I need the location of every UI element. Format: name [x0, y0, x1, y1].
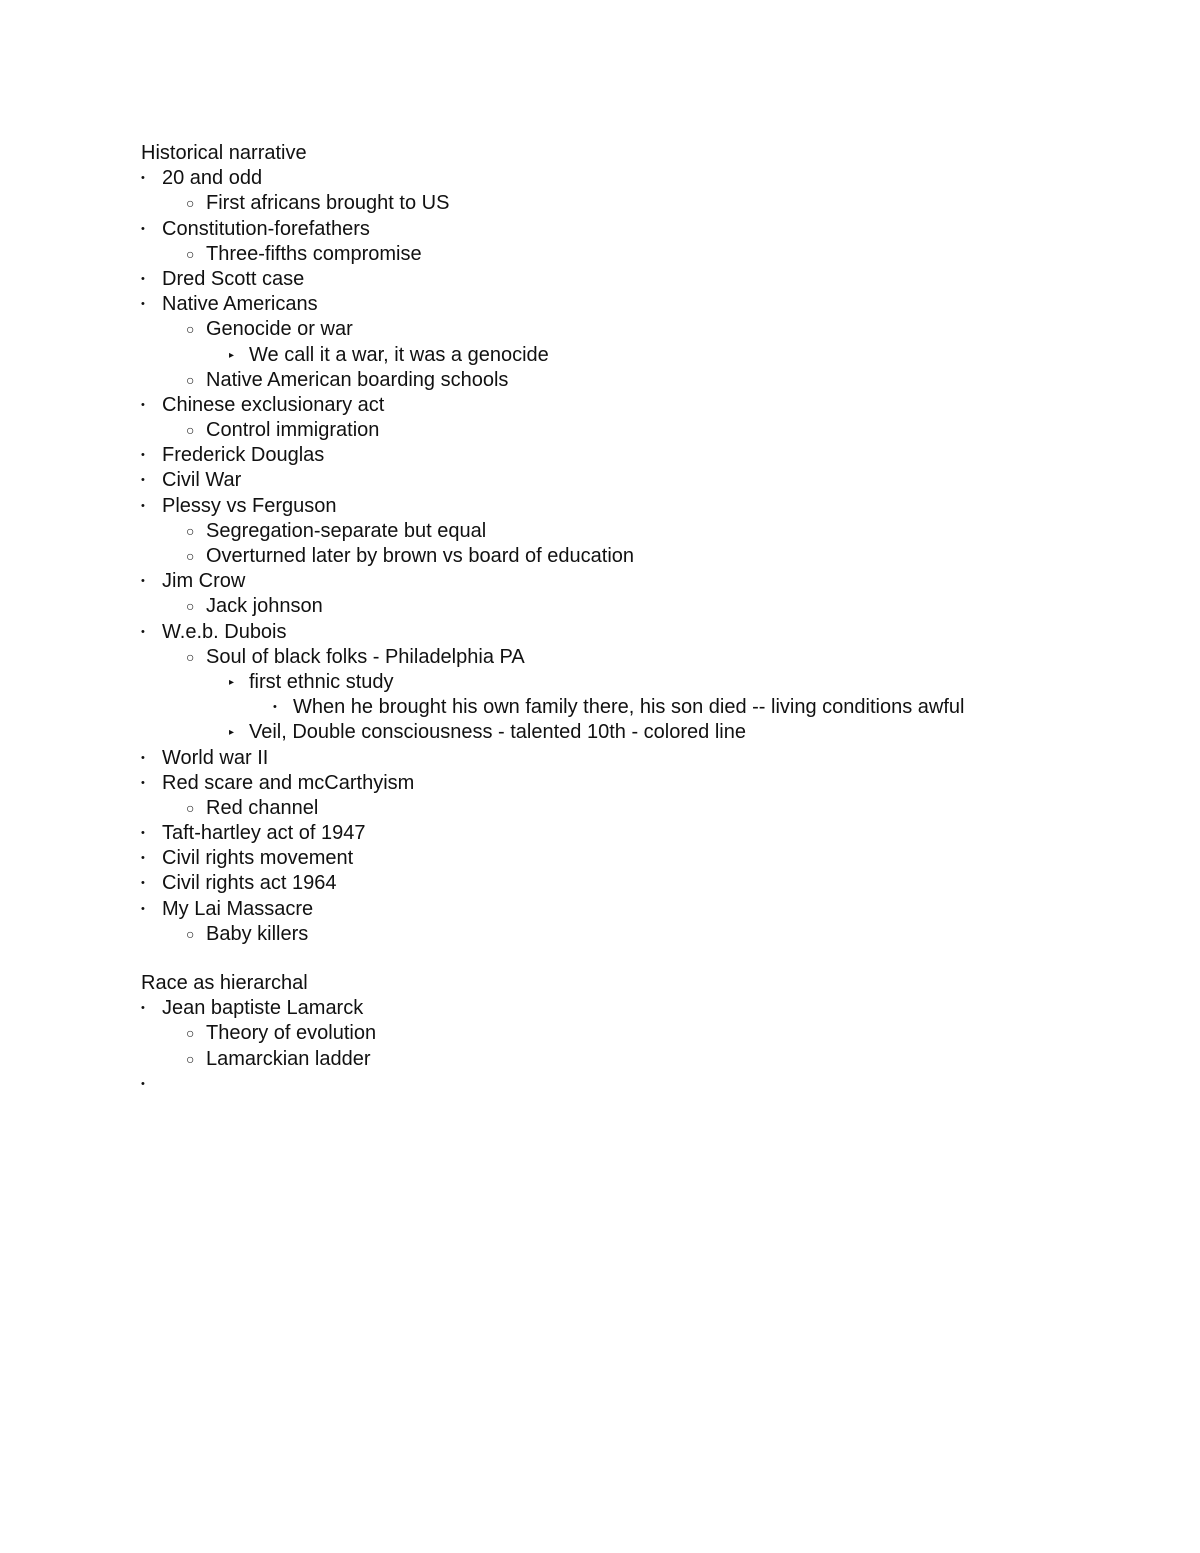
list-item-level-1	[141, 846, 1141, 871]
list-item-text: World war II	[162, 746, 269, 769]
list-item-text: first ethnic study	[249, 670, 394, 693]
triangle-bullet-icon: ▸	[229, 676, 235, 688]
circle-bullet-icon: ○	[186, 422, 195, 439]
section-spacer	[141, 947, 1141, 971]
list-item-text: Frederick Douglas	[162, 444, 325, 467]
list-item-text: Plessy vs Ferguson	[162, 494, 337, 517]
list-item-level-2	[141, 519, 1141, 544]
list-item-text: Theory of evolution	[206, 1022, 377, 1045]
list-item-level-2	[141, 368, 1141, 393]
list-item-level-1	[141, 569, 1141, 594]
list-item-text: 20 and odd	[162, 167, 263, 190]
list-item-text: Constitution-forefathers	[162, 217, 370, 240]
circle-bullet-icon: ○	[186, 321, 195, 338]
list-item-text: Dred Scott case	[162, 267, 305, 290]
list-item-level-3	[141, 720, 1141, 745]
list-item-text: Red scare and mcCarthyism	[162, 771, 415, 794]
dot-bullet-icon: •	[141, 1002, 145, 1015]
list-item-level-1	[141, 292, 1141, 317]
circle-bullet-icon: ○	[186, 648, 195, 665]
list-item-text: My Lai Massacre	[162, 897, 314, 920]
list-item-text: Civil rights movement	[162, 847, 354, 870]
list-item-text: Jim Crow	[162, 570, 246, 593]
list-item-text: Jean baptiste Lamarck	[162, 997, 364, 1020]
dot-bullet-icon: •	[141, 776, 145, 789]
list-item-level-1	[141, 1072, 1141, 1097]
list-item-text: Soul of black folks - Philadelphia PA	[206, 645, 525, 668]
list-item-text: Lamarckian ladder	[206, 1047, 371, 1070]
dot-bullet-icon: •	[141, 272, 145, 285]
list-item-text: Jack johnson	[206, 595, 323, 618]
dot-bullet-icon: •	[141, 298, 145, 311]
list-item-level-1	[141, 897, 1141, 922]
dot-bullet-icon: •	[141, 877, 145, 890]
list-item-level-1	[141, 494, 1141, 519]
list-item-level-2	[141, 1021, 1141, 1046]
list-item-level-3	[141, 670, 1141, 695]
list-item-level-1	[141, 821, 1141, 846]
list-item-level-2	[141, 317, 1141, 342]
list-item-text: First africans brought to US	[206, 192, 450, 215]
circle-bullet-icon: ○	[186, 598, 195, 615]
list-item-text: Chinese exclusionary act	[162, 393, 385, 416]
list-item-level-1	[141, 267, 1141, 292]
circle-bullet-icon: ○	[186, 245, 195, 262]
list-item-text: Segregation-separate but equal	[206, 519, 487, 542]
dot-bullet-icon: •	[141, 172, 145, 185]
dot-bullet-icon: •	[141, 852, 145, 865]
circle-bullet-icon: ○	[186, 195, 195, 212]
triangle-bullet-icon: ▸	[229, 349, 235, 361]
list-item-text: Overturned later by brown vs board of education	[206, 545, 635, 567]
list-item-text: Civil rights act 1964	[162, 872, 337, 895]
list-item-text: Genocide or war	[206, 318, 353, 341]
dot-bullet-icon: •	[141, 222, 145, 235]
list-item-text: Baby killers	[206, 922, 309, 945]
list-item-level-1	[141, 996, 1141, 1021]
list-item-text: Native American boarding schools	[206, 368, 509, 391]
list-item-text: Native Americans	[162, 293, 318, 316]
list-item-level-2	[141, 645, 1141, 670]
list-item-level-1	[141, 871, 1141, 896]
list-item-level-2	[141, 191, 1141, 216]
dot-bullet-icon: •	[141, 449, 145, 462]
list-item-level-1	[141, 166, 1141, 191]
list-item-level-1	[141, 746, 1141, 771]
list-item-text: Red channel	[206, 796, 319, 819]
circle-bullet-icon: ○	[186, 1050, 195, 1067]
list-item-level-2	[141, 922, 1141, 947]
section-heading: Race as hierarchal	[141, 972, 308, 994]
list-item-level-2	[141, 418, 1141, 443]
section-heading: Historical narrative	[141, 142, 307, 164]
list-item-level-4	[141, 695, 1141, 720]
list-item-level-1	[141, 443, 1141, 468]
list-item-level-1	[141, 393, 1141, 418]
circle-bullet-icon: ○	[186, 522, 195, 539]
circle-bullet-icon: ○	[186, 799, 195, 816]
circle-bullet-icon: ○	[186, 371, 195, 388]
list-item-text: When he brought his own family there, his son died -- living conditions awful	[293, 696, 965, 719]
list-item-text: We call it a war, it was a genocide	[249, 343, 549, 366]
circle-bullet-icon: ○	[186, 548, 195, 564]
list-item-text: Taft-hartley act of 1947	[162, 822, 366, 845]
circle-bullet-icon: ○	[186, 925, 195, 942]
dot-bullet-icon: •	[141, 625, 145, 638]
triangle-bullet-icon: ▸	[229, 727, 235, 739]
list-item-level-1	[141, 217, 1141, 242]
list-item-text: Three-fifths compromise	[206, 242, 422, 265]
list-item-level-1	[141, 620, 1141, 645]
list-item-text: Civil War	[162, 469, 242, 492]
dot-bullet-icon: •	[141, 474, 145, 487]
list-item-level-2	[141, 1047, 1141, 1072]
dot-bullet-icon: •	[141, 827, 145, 840]
dot-bullet-icon: •	[141, 499, 145, 512]
list-item-text: Control immigration	[206, 419, 380, 442]
list-item-level-2	[141, 796, 1141, 821]
list-item-level-2	[141, 594, 1141, 619]
dot-bullet-icon: •	[273, 701, 277, 714]
dot-bullet-icon: •	[141, 575, 145, 588]
list-item-text: W.e.b. Dubois	[162, 620, 287, 643]
dot-bullet-icon: •	[141, 751, 145, 764]
list-item-level-2	[141, 242, 1141, 267]
circle-bullet-icon: ○	[186, 1025, 195, 1042]
dot-bullet-icon: •	[141, 1077, 145, 1090]
list-item-level-1	[141, 468, 1141, 493]
list-item-text: Veil, Double consciousness - talented 10th - colored line	[249, 721, 746, 744]
notes-body	[141, 141, 1141, 1097]
list-item-level-1	[141, 771, 1141, 796]
list-item-level-2	[141, 544, 1141, 569]
list-item-level-3	[141, 343, 1141, 368]
dot-bullet-icon: •	[141, 398, 145, 411]
dot-bullet-icon: •	[141, 902, 145, 915]
